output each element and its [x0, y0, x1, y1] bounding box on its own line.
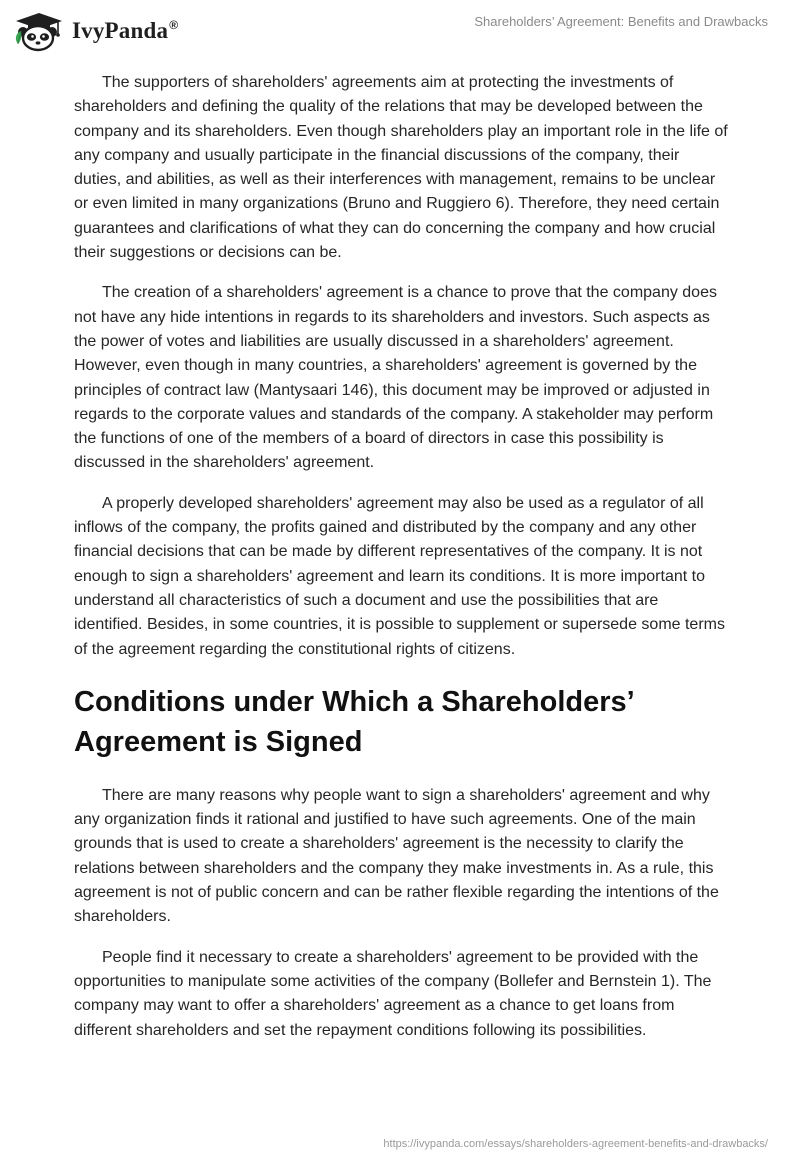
paragraph-2: The creation of a shareholders' agreement is a chance to prove that the company does not have any hide intentions in regards to its shareholders and investors. Such aspects as the power of votes and liabilities are usually discussed in a shareholders' agreement. However, even though in many countries, a shareholders' agreement is governed by the principles of contract law (Mantysaari 146), this document may be improved or adjusted in regards to the corporate values and standards of the company. A stakeholder may perform the functions of one of the members of a board of directors in case this possibility is discussed in the shareholders' agreement. — [74, 284, 717, 472]
paragraph-5: People find it necessary to create a shareholders' agreement to be provided with the opportunities to manipulate some activities of the company (Bollefer and Bernstein 1). The company may want to offer a shareholders' agreement as a chance to get loans from different shareholders and set the repayment conditions following its possibilities. — [74, 948, 712, 1039]
brand-text: IvyPanda — [72, 18, 169, 43]
page-header — [0, 0, 800, 56]
paragraph-1: The supporters of shareholders' agreements aim at protecting the investments of shareholders and defining the quality of the relations that may be developed between the company and its shareholders. Even though shareholders play an important role in the life of any company and usually participate in the financial discussions of the company, their duties, and abilities, as well as their interferences with management, remains to be unclear or even limited in many organizations (Bruno and Ruggiero 6). Therefore, they need certain guarantees and clarifications of what they can do concerning the company and how crucial their suggestions or decisions can be. — [74, 74, 728, 262]
paragraph-4: There are many reasons why people want to sign a shareholders' agreement and why any organization finds it rational and justified to have such agreements. One of the main grounds that is used to create a shareholders' agreement is the necessity to clarify the relations between shareholders and the company they make investments in. As a rule, this agreement is not of public concern and can be rather flexible regarding the intentions of the shareholders. — [74, 786, 719, 926]
ivypanda-logo[interactable] — [12, 8, 178, 52]
paragraph-3: A properly developed shareholders' agreement may also be used as a regulator of all inflows of the company, the profits gained and distributed by the company and any other financial decisions that can be made by different representatives of the company. It is not enough to sign a shareholders' agreement and learn its conditions. It is more important to understand all characteristics of such a document and use the possibilities that are identified. Besides, in some countries, it is possible to supplement or supersede some terms of the agreement regarding the constitutional rights of citizens. — [74, 494, 725, 658]
registered-mark: ® — [169, 18, 179, 32]
brand-name — [72, 18, 178, 44]
panda-graduate-icon — [12, 8, 64, 52]
document-title: Shareholders’ Agreement: Benefits and Drawbacks — [474, 14, 768, 29]
section-heading: Conditions under Which a Shareholders’ Agreement is Signed — [74, 685, 634, 758]
essay-body — [74, 71, 728, 1059]
source-url[interactable]: https://ivypanda.com/essays/shareholders-agreement-benefits-and-drawbacks/ — [383, 1138, 768, 1150]
